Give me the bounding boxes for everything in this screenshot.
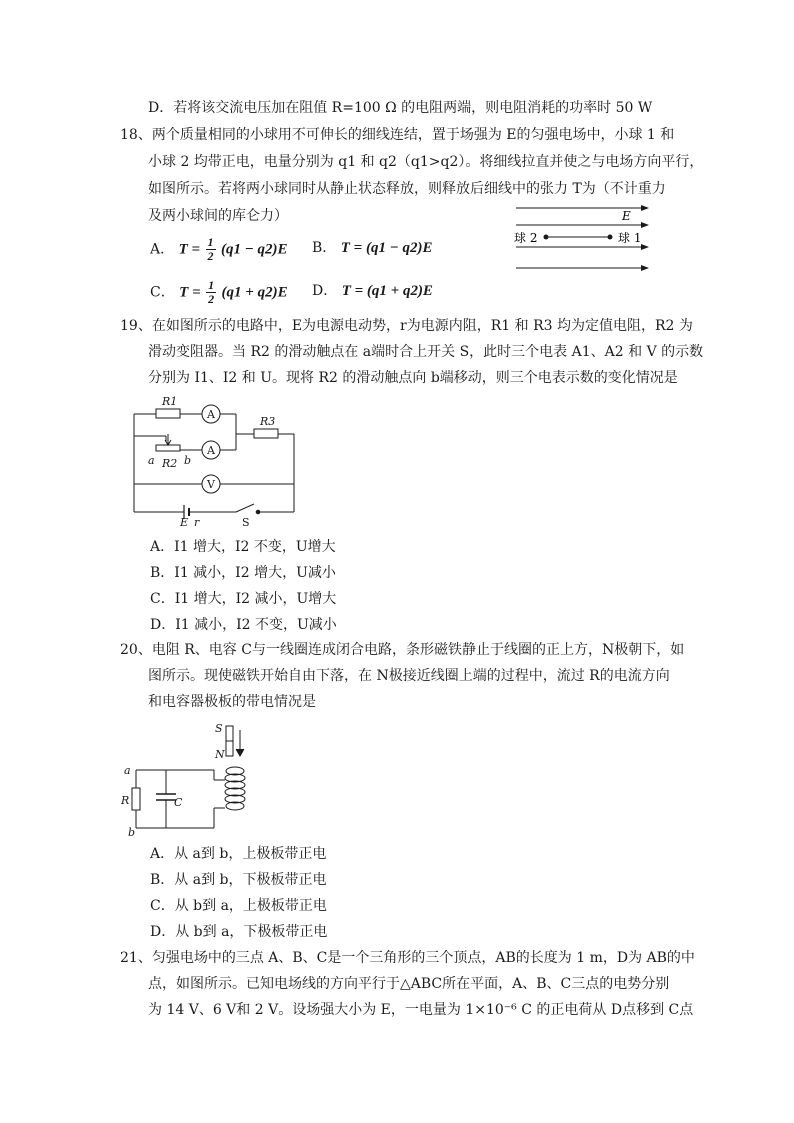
field-label-e: E — [622, 209, 631, 223]
q18-stem-line-4: 及两小球间的库仑力） — [148, 208, 288, 224]
label-e: E — [180, 516, 189, 528]
q19-option-b: B．I1 减小，I2 增大，U减小 — [150, 565, 336, 581]
q19-stem-line-2: 滑动变阻器。当 R2 的滑动触点在 a端时合上开关 S，此时三个电表 A1、A2 和 V 的示数 — [148, 344, 704, 360]
label-r: R — [121, 794, 130, 807]
label-r3: R3 — [260, 415, 276, 428]
formula-rhs: (q1 − q2)E — [220, 241, 288, 258]
label-r1: R1 — [162, 395, 178, 408]
q18-option-d — [312, 281, 433, 301]
switch-s — [236, 504, 254, 512]
q20-option-d: D．从 b到 a，下极板带正电 — [150, 924, 328, 940]
ammeter-a1-label: A — [207, 408, 215, 421]
option-label: A． — [150, 241, 175, 258]
q18-option-c — [150, 279, 288, 306]
label-a: a — [148, 454, 155, 467]
fraction-denominator: 2 — [207, 249, 214, 263]
voltmeter-label: V — [207, 478, 215, 491]
q20-option-c: C．从 b到 a，上极板带正电 — [150, 898, 327, 914]
q19-option-c: C．I1 增大，I2 减小，U增大 — [150, 591, 337, 607]
formula-rhs: (q1 + q2)E — [221, 284, 288, 301]
q18-option-b — [312, 238, 433, 258]
q18-stem-line-3: 如图所示。若将两小球同时从静止状态释放，则释放后细线中的张力 T为（不计重力 — [148, 181, 666, 197]
label-n: N — [215, 748, 225, 761]
q21-stem-line-2: 点，如图所示。已知电场线的方向平行于△ABC所在平面，A、B、C三点的电势分别 — [148, 976, 670, 992]
q21-stem-line-1: 21、匀强电场中的三点 A、B、C是一个三角形的三个顶点，AB的长度为 1 m，D为 AB的中 — [120, 950, 695, 966]
q18-stem-line-1: 18、两个质量相同的小球用不可伸长的细线连结，置于场强为 E的匀强电场中，小球 1 和 — [120, 127, 675, 143]
fraction — [206, 279, 216, 306]
q17-option-d: D．若将该交流电压加在阻值 R=100 Ω 的电阻两端，则电阻消耗的功率时 50 W — [148, 100, 653, 116]
label-b: b — [184, 454, 192, 467]
formula: T = (q1 − q2)E — [340, 240, 433, 256]
ammeter-a2-label: A — [207, 444, 215, 457]
q20-stem-line-3: 和电容器极板的带电情况是 — [148, 694, 316, 710]
option-label: D． — [312, 283, 338, 299]
fraction-numerator: 1 — [208, 278, 215, 292]
q20-stem-line-1: 20、电阻 R、电容 C与一线圈连成闭合电路，条形磁铁静止于线圈的正上方，N极朝下，如 — [120, 642, 685, 658]
label-c: C — [174, 796, 183, 809]
q20-stem-line-2: 图所示。现使磁铁开始自由下落，在 N极接近线圈上端的过程中，流过 R的电流方向 — [148, 668, 670, 684]
fraction-numerator: 1 — [207, 235, 214, 249]
label-r2: R2 — [162, 457, 178, 470]
q18-stem-line-2: 小球 2 均带正电，电量分别为 q1 和 q2（q1>q2）。将细线拉直并使之与电场方向平行， — [148, 154, 704, 170]
label-s: S — [242, 516, 250, 528]
ball-1 — [608, 235, 613, 240]
resistor-r3 — [254, 429, 278, 438]
q21-stem-line-3: 为 14 V、6 V和 2 V。设场强大小为 E，一电量为 1×10⁻⁶ C 的正电荷从 D点移到 C点 — [148, 1002, 694, 1018]
formula-lhs: T = — [179, 284, 201, 301]
q20-option-b: B．从 a到 b，下极板带正电 — [150, 872, 327, 888]
q19-circuit-figure — [126, 392, 306, 528]
fall-arrow-head — [236, 749, 244, 756]
q19-option-a: A．I1 增大，I2 不变，U增大 — [150, 539, 336, 555]
option-label: B． — [312, 240, 337, 256]
q20-option-a: A．从 a到 b，上极板带正电 — [150, 846, 327, 862]
q19-option-d: D．I1 减小，I2 不变，U减小 — [150, 617, 337, 633]
fraction — [206, 236, 216, 263]
formula: T = (q1 + q2)E — [341, 283, 433, 299]
q19-stem-line-1: 19、在如图所示的电路中，E为电源电动势，r为电源内阻，R1 和 R3 均为定值电阻，R2 为 — [120, 318, 693, 334]
ball-1-label: 球 1 — [618, 231, 642, 245]
fraction-denominator: 2 — [208, 292, 215, 306]
q19-stem-line-3: 分别为 I1、I2 和 U。现将 R2 的滑动触点向 b端移动，则三个电表示数的变化情况是 — [148, 370, 678, 386]
formula-lhs: T = — [178, 241, 201, 258]
resistor-r — [132, 788, 140, 810]
label-a: a — [124, 764, 131, 777]
label-s: S — [215, 722, 223, 735]
resistor-r1 — [156, 409, 180, 418]
label-b: b — [128, 826, 136, 838]
option-label: C． — [150, 284, 175, 301]
ball-2-label: 球 2 — [514, 231, 538, 245]
q18-figure-field — [512, 196, 654, 274]
label-r: r — [194, 516, 200, 528]
q18-option-a — [150, 236, 288, 263]
q20-circuit-figure — [118, 720, 258, 838]
